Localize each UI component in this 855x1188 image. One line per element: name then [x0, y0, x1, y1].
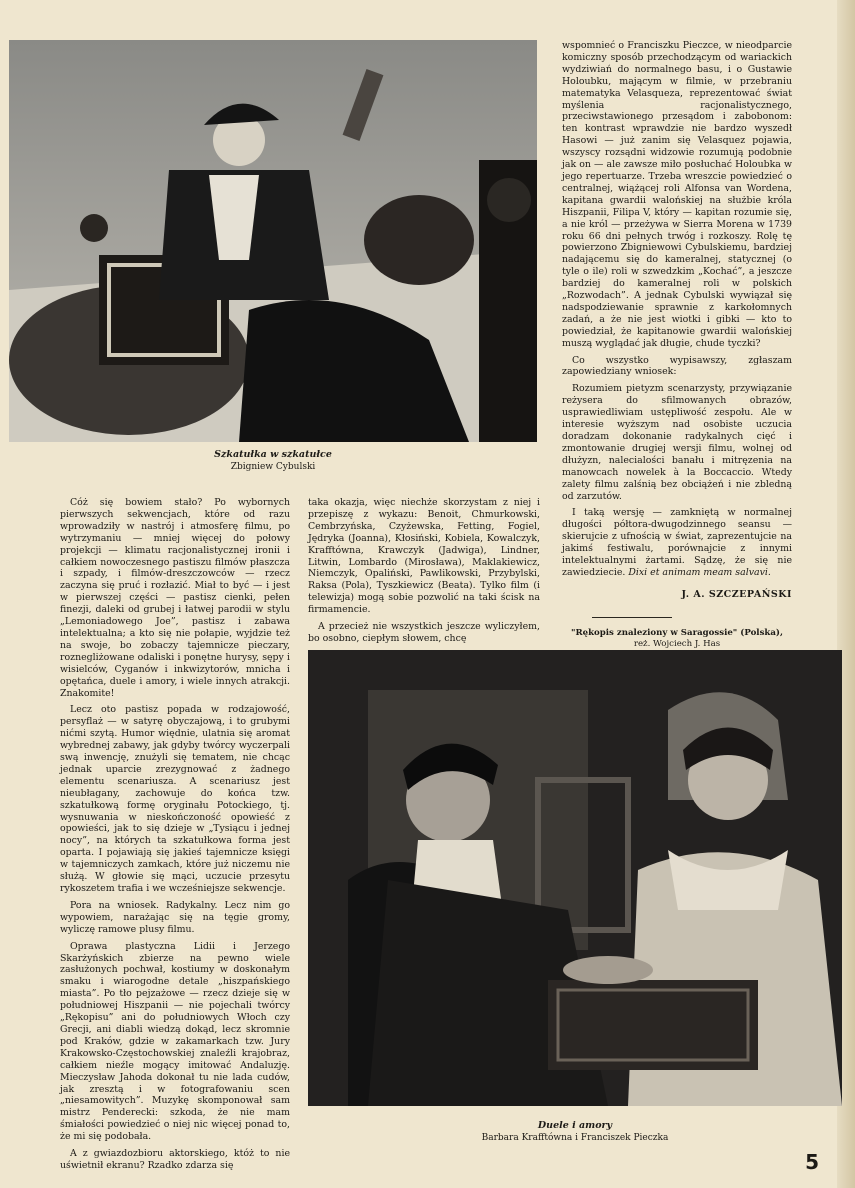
column-right	[562, 40, 792, 650]
film-credit-title: "Rękopis znaleziony w Saragossie" (Polska),	[570, 627, 783, 638]
author-signature: J. A. SZCZEPAŃSKI	[681, 588, 792, 600]
photo-szkatulka	[9, 40, 537, 442]
paragraph	[562, 507, 792, 578]
paragraph-text: I taką wersję — zamkniętą w normalnej długości półtora-dwugodzinnego seansu — skierujcie z ufnością w świat, zaprezentujcie na jakimś festiwalu, porównajcie z innymi intelektualnymi żartami. Sądzę, że się nie zawiedziecie.	[562, 507, 792, 578]
paragraph: taka okazja, więc niechże skorzystam z niej i przepiszę z wykazu: Benoit, Chmurkowski, Cembrzyńska, Czyżewska, Fetting, Fogiel, Jędryka (Joanna), Kłosiński, Kobiela, Kowalczyk, Krafftówna, Krawczyk (Jadwiga), Lindner, Litwin, Lombardo (Mirosława), Maklakiewicz, Niemczyk, Opaliński, Pawlikowski, Przybylski, Raksa (Pola), Tyszkiewicz (Beata). Tylko film (i telewizja) mogą sobie pozwolić na taki ścisk na firmamencie.	[308, 497, 540, 616]
photo-bottom-caption-name: Barbara Krafftówna i Franciszek Pieczka	[481, 1133, 669, 1143]
paragraph: Cóż się bowiem stało? Po wybornych pierwszych sekwencjach, które od razu wprowadziły w nastrój i atmosferę filmu, po wytrzymaniu — mniej więcej do połowy projekcji — klimatu racjonalistycznej ironii i całkiem nowoczesnego pastiszu filmów płaszcza i szpady, i filmów-dreszczowców — rzecz zaczyna się pruć i rozłazić. Miał to być — i jest w pierwszej części — pastisz cienki, pełen finezji, daleki od grubej i łatwej parodii w stylu „Lemoniadowego Joe”, pastisz i zabawa intelektualna; a kto się nie połapie, wyjdzie też na swoje, bo zobaczy tajemnicze pieczary, roznegliżowane odaliski i ponętne hurysy, sępy i wisielców, Cyganów i inkwizytorów, mnicha i opętańca, duele i amory, i wiele innych atrakcji. Znakomite!	[60, 497, 290, 699]
photo-top-caption-name: Zbigniew Cybulski	[230, 462, 316, 472]
paragraph: A z gwiazdozbioru aktorskiego, któż to nie uświetnił ekranu? Rzadko zdarza się	[60, 1148, 290, 1171]
photo-top-caption-title: Szkatułka w szkatułce	[214, 449, 332, 460]
page-number: 5	[805, 1150, 819, 1174]
photo-bottom-caption-title: Duele i amory	[537, 1120, 613, 1131]
paragraph: Oprawa plastyczna Lidii i Jerzego Skarżyńskich zbierze na pewno wiele zasłużonych pochwał, kostiumy w doskonałym smaku i wiarogodne detale „hiszpańskiego miasta”. Po tło pejzażowe — rzecz dzieje się w południowej Hiszpanii — nie pojechali twórcy „Rękopisu” ani do południowych Włoch czy Grecji, ani diabli wiedzą dokąd, lecz skromnie pod Kraków, gdzie w zakamarkach tzw. Jury Krakowsko-Częstochowskiej znaleźli krajobraz, całkiem nieźle mogący imitować Andaluzję. Mieczysław Jahoda dokonał tu nie lada cudów, jak zresztą i w fotografowaniu scen „niesamowitych”. Muzykę skomponował sam mistrz Penderecki: szkoda, że nie mam śmiałości powiedzieć o niej nic więcej ponad to, że mi się podobała.	[60, 940, 290, 1143]
photo-top-caption	[9, 449, 537, 473]
film-credit	[562, 628, 792, 650]
paragraph: Co wszystko wypisawszy, zgłaszam zapowiedziany wniosek:	[562, 354, 792, 378]
paragraph: Lecz oto pastisz popada w rodzajowość, persyflaż — w satyrę obyczajową, i to grubymi nićmi szytą. Humor więdnie, ulatnia się aromat wybrednej zabawy, jak gdyby twórcy wyczerpali swą inwencję, znużyli się tematem, nie chcąc jednak uparcie zrezygnować z żadnego elementu scenariusza. A scenariusz jest nieubłagany, zachowuje do końca tzw. szkatułkową formę oryginału Potockiego, tj. wysnuwania w nieskończoność opowieść z opowieści, jak to się dzieje w „Tysiącu i jednej nocy”, na których ta szkatułkowa forma jest oparta. I pojawiają się jakieś tajemnicze księgi w tajemniczych zamkach, które już niczemu nie służą. W głowie się mąci, uczucie przesytu rykoszetem trafia i we wcześniejsze sekwencje.	[60, 704, 290, 894]
latin-quote: Dixi et animam meam salvavi.	[628, 566, 771, 578]
column-left	[60, 497, 290, 1177]
photo-bottom-caption	[308, 1120, 842, 1144]
paragraph: Rozumiem pietyzm scenarzysty, przywiązanie reżysera do sfilmowanych obrazów, usprawiedliwiam ustępliwość zespołu. Ale w interesie wyższym nad osobiste uczucia doradzam dokonanie radykalnych cięć i zmontowanie drugiej wersji filmu, wolnej od dłużyzn, nalecialości banału i mitręzenia na manowcach nowelek à la Boccaccio. Wtedy zalety filmu zalśnią bez obciążeń i nie zbledną od zarzutów.	[562, 383, 792, 502]
film-credit-director: reż. Wojciech J. Has	[633, 638, 721, 649]
paragraph: wspomnieć o Franciszku Pieczce, w nieodparcie komiczny sposób przechodzącym od wariackich wydziwiań do normalnego basu, i o Gustawie Holoubku, mającym w filmie, w przebraniu matematyka Velasqueza, reprezentować świat myślenia racjonalistycznego, przeciwstawionego przesądom i zabobonom: ten kontrast wprawdzie nie bardzo wyszedł Hasowi — już zanim się Velasquez pojawia, wszyscy rozsądni widzowie rozumują podobnie jak on — ale zawsze miło posłuchać Holoubka w jego repertuarze. Trzeba wreszcie powiedzieć o centralnej, wiążącej roli Alfonsa van Wordena, kapitana gwardii walońskiej na służbie króla Hiszpanii, Filipa V, który — kapitan rozumie się, a nie król — przeżywa w Sierra Morena w 1739 roku 66 dni pełnych trwóg i rozkoszy. Rolę tę powierzono Zbigniewowi Cybulskiemu, bardziej nadającemu się do kameralnej, statycznej (o tyle o ile) roli w szwedzkim „Kochać”, a jeszcze bardziej do kameralnej roli w polskich „Rozwodach”. A jednak Cybulski wywiązał się nadspodziewanie sprawnie z karkołomnych zadań, a że nie jest wiotki i gibki — kto to powiedział, że kapitanowie gwardii walońskiej muszą wyglądać jak długie, chude tyczki?	[562, 40, 792, 349]
divider	[592, 617, 672, 618]
paragraph: A przecież nie wszystkich jeszcze wyliczyłem, bo osobno, ciepłym słowem, chcę	[308, 621, 540, 644]
column-middle	[308, 497, 540, 650]
paragraph: Pora na wniosek. Radykalny. Lecz nim go wypowiem, narażając się na tęgie gromy, wyliczę ramowe plusy filmu.	[60, 899, 290, 935]
photo-duele-i-amory	[308, 650, 842, 1106]
